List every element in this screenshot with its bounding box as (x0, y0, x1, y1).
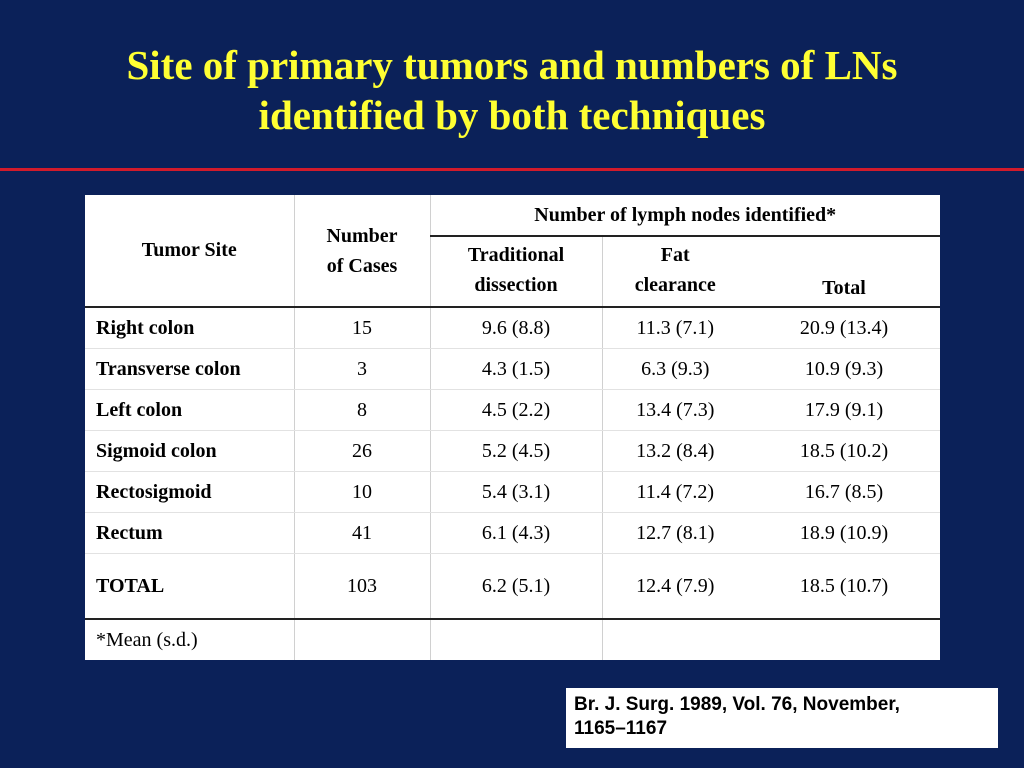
total-row-label: TOTAL (85, 554, 294, 620)
total-row-cases: 103 (294, 554, 430, 620)
row-site: Right colon (85, 307, 294, 349)
header-fat-line-2: clearance (634, 274, 716, 296)
row-fat-clearance: 11.3 (7.1) (602, 307, 748, 349)
row-traditional: 5.4 (3.1) (430, 472, 602, 513)
row-cases: 10 (294, 472, 430, 513)
row-site: Transverse colon (85, 349, 294, 390)
table-row (85, 349, 940, 390)
row-total: 18.5 (10.2) (748, 431, 940, 472)
citation-box (566, 688, 998, 748)
row-traditional: 4.3 (1.5) (430, 349, 602, 390)
table-footnote: *Mean (s.d.) (85, 619, 294, 660)
total-row-traditional: 6.2 (5.1) (430, 554, 602, 620)
slide-title (0, 40, 1024, 140)
footnote-empty-cell (430, 619, 602, 660)
row-site: Left colon (85, 390, 294, 431)
row-site: Rectosigmoid (85, 472, 294, 513)
table-row (85, 472, 940, 513)
lymph-node-table (85, 195, 940, 660)
row-traditional: 9.6 (8.8) (430, 307, 602, 349)
total-row-total: 18.5 (10.7) (748, 554, 940, 620)
row-fat-clearance: 11.4 (7.2) (602, 472, 748, 513)
slide-title-line-1: Site of primary tumors and numbers of LNs (126, 42, 898, 88)
row-fat-clearance: 13.4 (7.3) (602, 390, 748, 431)
header-cases-line-2: of Cases (326, 254, 398, 277)
header-trad-line-1: Traditional (467, 244, 565, 266)
citation-line-2: 1165–1167 (574, 718, 668, 739)
row-total: 16.7 (8.5) (748, 472, 940, 513)
row-traditional: 5.2 (4.5) (430, 431, 602, 472)
row-cases: 26 (294, 431, 430, 472)
footnote-empty-cell (748, 619, 940, 660)
row-cases: 41 (294, 513, 430, 554)
row-total: 18.9 (10.9) (748, 513, 940, 554)
table-row (85, 513, 940, 554)
header-total: Total (748, 236, 940, 307)
row-site: Sigmoid colon (85, 431, 294, 472)
table-row (85, 390, 940, 431)
footnote-empty-cell (602, 619, 748, 660)
header-fat-clearance (602, 236, 748, 307)
title-divider (0, 168, 1024, 171)
citation-line-1: Br. J. Surg. 1989, Vol. 76, November, (574, 694, 900, 715)
table-row (85, 431, 940, 472)
header-lymph-nodes-identified: Number of lymph nodes identified* (430, 195, 940, 236)
footnote-row (85, 619, 940, 660)
table-total-row (85, 554, 940, 620)
row-total: 20.9 (13.4) (748, 307, 940, 349)
row-fat-clearance: 13.2 (8.4) (602, 431, 748, 472)
total-row-fat-clearance: 12.4 (7.9) (602, 554, 748, 620)
row-fat-clearance: 6.3 (9.3) (602, 349, 748, 390)
lymph-node-table-container (85, 195, 940, 660)
row-traditional: 4.5 (2.2) (430, 390, 602, 431)
header-fat-line-1: Fat (660, 244, 690, 266)
header-tumor-site: Tumor Site (85, 195, 294, 307)
footnote-empty-cell (294, 619, 430, 660)
row-cases: 15 (294, 307, 430, 349)
slide-title-line-2: identified by both techniques (258, 92, 766, 138)
header-trad-line-2: dissection (474, 274, 558, 296)
row-cases: 8 (294, 390, 430, 431)
row-cases: 3 (294, 349, 430, 390)
row-total: 10.9 (9.3) (748, 349, 940, 390)
table-row (85, 307, 940, 349)
header-number-of-cases (294, 195, 430, 307)
header-traditional-dissection (430, 236, 602, 307)
row-traditional: 6.1 (4.3) (430, 513, 602, 554)
row-site: Rectum (85, 513, 294, 554)
header-cases-line-1: Number (326, 224, 398, 247)
row-total: 17.9 (9.1) (748, 390, 940, 431)
row-fat-clearance: 12.7 (8.1) (602, 513, 748, 554)
